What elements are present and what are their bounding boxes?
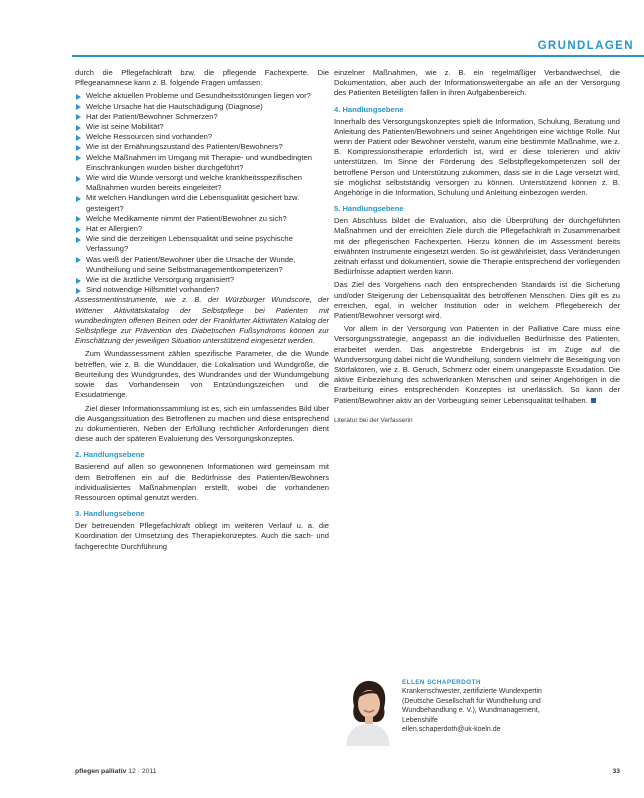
wound-assessment-paragraph: Zum Wundassessment zählen spezifische Parameter, die die Wunde betreffen, wie z. B. die Wunddauer, die Lokalisation und Wundgröße, die Beurteilung des Wundgrundes, des Wundrandes und der Wundumgebung sowie das Vorhandensein von Entzündungszeichen und die Exsudatmenge.: [75, 349, 329, 400]
list-item: Wie ist die ärztliche Versorgung organisiert?: [75, 275, 329, 285]
literature-note: Literatur bei der Verfasserin: [334, 416, 413, 424]
list-item: Wie ist seine Mobilität?: [75, 122, 329, 132]
triangle-bullet-icon: [76, 94, 81, 100]
triangle-bullet-icon: [76, 155, 81, 161]
heading-level-4: 4. Handlungsebene: [334, 104, 404, 114]
list-item: Welche Ressourcen sind vorhanden?: [75, 132, 329, 142]
list-item: Welche Ursache hat die Hautschädigung (Diagnose): [75, 102, 329, 112]
triangle-bullet-icon: [76, 227, 81, 233]
heading-level-2: 2. Handlungsebene: [75, 450, 145, 460]
level-3-paragraph: Der betreuenden Pflegefachkraft obliegt im weiteren Verlauf u. a. die Koordination der Umsetzung des Therapiekonzeptes. Auch die sach- und fachgerechte Durchführung: [75, 521, 329, 551]
author-line: Lebenshilfe: [402, 716, 438, 724]
goal-paragraph: Ziel dieser Informationssammlung ist es, sich ein umfassendes Bild über die Ausgangssituation des Betroffenen zu machen und diese entsprechend zu dokumentieren. Neben der Erfüllung rechtlicher Anforderungen dient diese auch der späteren Evaluierung des Versorgungskonzeptes.: [75, 403, 329, 444]
author-photo: [340, 676, 396, 746]
triangle-bullet-icon: [76, 176, 81, 182]
page-header: [0, 0, 644, 58]
triangle-bullet-icon: [76, 257, 81, 263]
heading-level-3: 3. Handlungsebene: [75, 509, 145, 519]
triangle-bullet-icon: [76, 278, 81, 284]
assessment-paragraph: Assessmentinstrumente, wie z. B. der Würzburger Wundscore, der Wittener Aktivitätskatalog der Selbstpflege bei Patienten mit wundbedingten offenen Beinen oder der Frankfurter Aktivitäten Katalog der Selbstpflege zur Prävention des Diabetischen Fußsyndroms können zur Einschätzung der jeweiligen Situation unterstützend eingesetzt werden.: [75, 295, 329, 346]
list-item: Hat er Allergien?: [75, 224, 329, 234]
triangle-bullet-icon: [76, 125, 81, 131]
triangle-bullet-icon: [76, 135, 81, 141]
intro-paragraph: durch die Pflegefachkraft bzw. die pflegende Fachexperte. Die Pflegeanamnese kann z. B. folgende Fragen umfassen:: [75, 68, 329, 88]
author-line: (Deutsche Gesellschaft für Wundheilung und: [402, 697, 541, 705]
level-4-paragraph: Innerhalb des Versorgungskonzeptes spielt die Information, Schulung, Beratung und Anleitung des Patienten/Bewohners und seiner Angehörigen eine wichtige Rolle. Nur wenn der Patient oder Bewohner versteht, warum eine bestimmte Maßnahme, wie z. B. Kompressionstherapie erforderlich ist, wird er diese tolerieren und aktiv unterstützen. Im Sinne der Förderung des Selbstpflegekompetenzen soll der betroffene Person und Unterstützung zukommen, dass sie in die Lage versetzt wird, sie möglichst selbstständig versorgen zu können. Unterstützend können z. B. Angehörige in die Information, Schulung und Anleitung einbezogen werden.: [334, 116, 620, 198]
issue-number: 12 · 2011: [128, 768, 157, 775]
goal-standards-paragraph: Das Ziel des Vorgehens nach den entsprechenden Standards ist die Sicherung und/oder Steigerung der Lebensqualität des betroffenen Menschen. Dies gilt es zu erreichen, egal, in welcher Institution oder in welchem Pflegebereich der Patient/Bewohner versorgt wird.: [334, 280, 620, 321]
triangle-bullet-icon: [76, 114, 81, 120]
magazine-name: pflegen palliativ: [75, 768, 127, 775]
palliative-paragraph: Vor allem in der Versorgung von Patienten in der Palliative Care muss eine Versorgungsstrategie, angepasst an die individuellen Bedürfnisse des Patienten, erarbeitet werden. Das angestrebte Endergebnis ist im Zuge auf die Wundversorgung dabei nicht die Wundheilung, sondern vielmehr die Beseitigung von Störfaktoren, wie z. B. Geruch, Schmerz oder einem unangepasste Exsudation. Die aktive Einbeziehung des schwerkranken Menschen und seiner Angehörigen in die Erarbeitung eines entsprechenden Konzeptes ist unerlässlich. So kann der Patient/Bewohner aktiv an der Vorbeugung seiner Lebensqualität teilhaben.: [334, 324, 620, 405]
list-item: Mit welchen Handlungen wird die Lebensqualität gesichert bzw. gesteigert?: [75, 193, 329, 213]
triangle-bullet-icon: [76, 104, 81, 110]
author-line: Wundbehandlung e. V.), Wundmanagement,: [402, 707, 540, 715]
triangle-bullet-icon: [76, 237, 81, 243]
list-item: Hat der Patient/Bewohner Schmerzen?: [75, 112, 329, 122]
author-bio: [402, 678, 622, 734]
list-item: Welche Medikamente nimmt der Patient/Bewohner zu sich?: [75, 214, 329, 224]
triangle-bullet-icon: [76, 196, 81, 202]
triangle-bullet-icon: [76, 288, 81, 294]
footer-magazine: [75, 768, 156, 775]
list-item: Was weiß der Patient/Bewohner über die Ursache der Wunde, Wundheilung und seine Selbstmanagementkompetenzen?: [75, 255, 329, 275]
triangle-bullet-icon: [76, 216, 81, 222]
heading-level-5: 5. Handlungsebene: [334, 204, 404, 214]
triangle-bullet-icon: [76, 145, 81, 151]
list-item: Welche Maßnahmen im Umgang mit Therapie- und wundbedingten Einschränkungen wurden bisher durchgeführt?: [75, 153, 329, 173]
right-column: [334, 68, 620, 426]
list-item: Wie ist der Ernährungszustand des Patienten/Bewohners?: [75, 142, 329, 152]
author-email[interactable]: ellen.schaperdoth@uk-koeln.de: [402, 726, 501, 734]
level-5-paragraph: Den Abschluss bildet die Evaluation, also die Überprüfung der durchgeführten Maßnahmen und der erreichten Ziele durch die Pflegefachkraft in Zusammenarbeit mit der pflegerischen Fachexperten. Hierzu können die im Assessment bereits erwähnten Instrumente eingesetzt werden. So ist gewährleistet, dass Veränderungen zeitnah erfasst und dokumentiert, sowie die Therapie entsprechend der vorliegenden Bedürfnisse adaptiert werden kann.: [334, 216, 620, 277]
page-number: 33: [612, 768, 620, 775]
list-item: Wie wird die Wunde versorgt und welche krankheitsspezifischen Maßnahmen wurden bereits eingeleitet?: [75, 173, 329, 193]
anamnesis-question-list: [75, 91, 329, 295]
author-box: [340, 676, 630, 750]
continued-paragraph: einzelner Maßnahmen, wie z. B. ein regelmäßiger Verbandwechsel, die Dokumentation, aber auch der Informationsweitergabe an alle an der Versorgung des Patienten Beteiligten fallen in ihren Aufgabenbereich.: [334, 68, 620, 98]
header-rule: [72, 55, 644, 57]
section-label: GRUNDLAGEN: [537, 40, 634, 52]
end-of-article-icon: [591, 398, 596, 403]
level-2-paragraph: Basierend auf allen so gewonnenen Informationen wird gemeinsam mit dem Betroffenen ein auf die Bedürfnisse des Patienten/Bewohners individualisiertes Maßnahmenplan erstellt, wobei die vorhandenen Ressourcen optimal genutzt werden.: [75, 462, 329, 502]
list-item: Welche aktuellen Probleme und Gesundheitsstörungen liegen vor?: [75, 91, 329, 101]
list-item: Sind notwendige Hilfsmittel vorhanden?: [75, 285, 329, 295]
left-column: [75, 68, 329, 555]
list-item: Wie sind die derzeitigen Lebensqualität und seine psychische Verfassung?: [75, 234, 329, 254]
page-footer: [75, 768, 620, 782]
author-name: ELLEN SCHAPERDOTH: [402, 679, 481, 686]
author-line: Krankenschwester, zertifizierte Wundexpertin: [402, 688, 542, 696]
